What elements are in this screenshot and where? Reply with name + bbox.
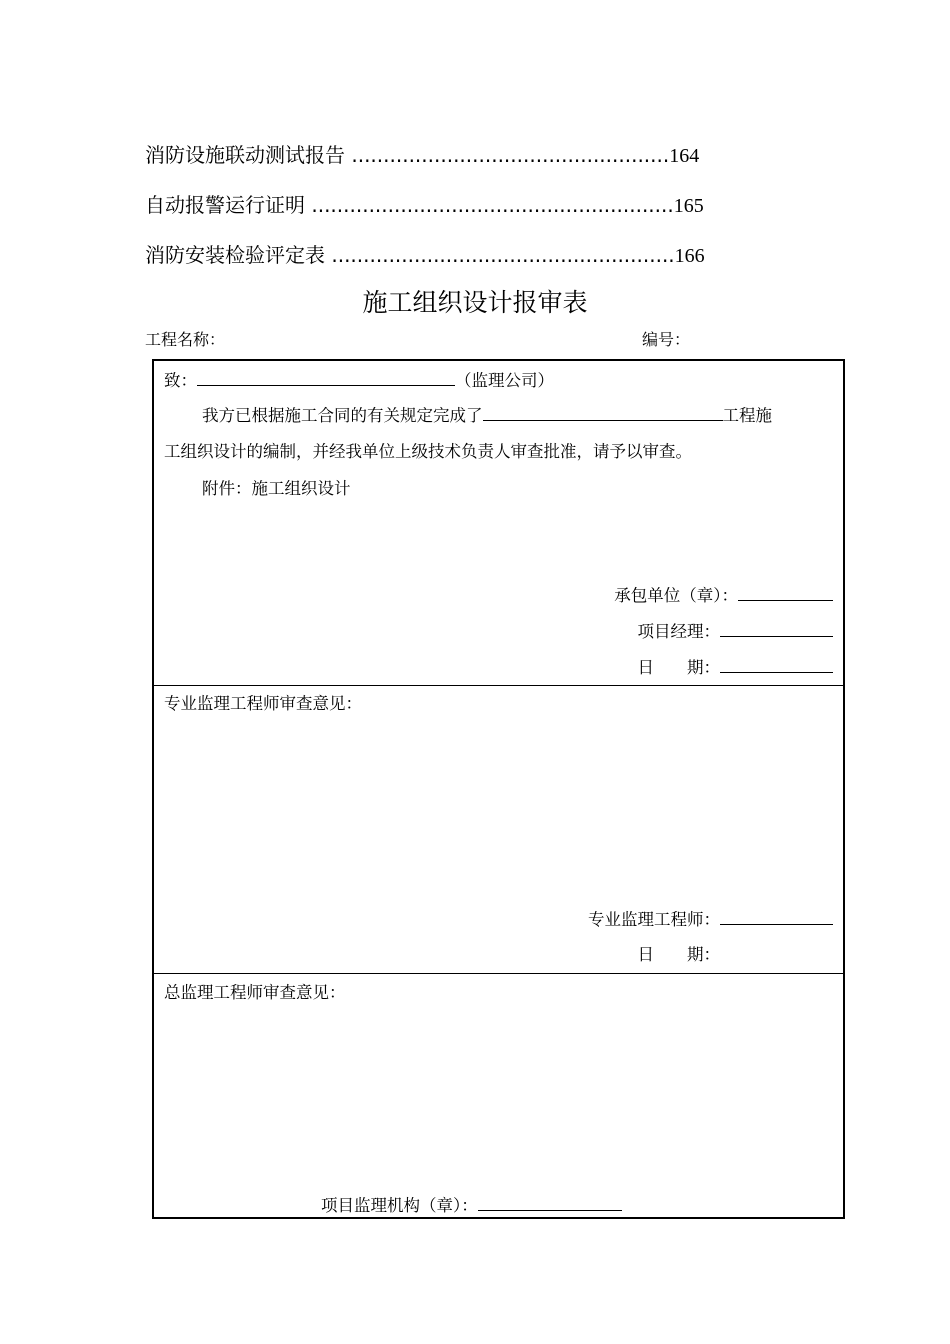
- divider: [154, 973, 843, 974]
- contractor-label: 承包单位（章）：: [614, 586, 738, 605]
- to-label: 致：: [164, 371, 197, 390]
- manager-sign-line: [638, 618, 834, 642]
- body-line-1: [202, 402, 772, 426]
- to-suffix: （监理公司）: [455, 371, 554, 390]
- toc-entry-dots: ......................................................: [325, 243, 675, 267]
- toc-entry: [145, 239, 705, 268]
- org-label: 项目监理机构（章）：: [321, 1196, 478, 1215]
- date-label: 日 期：: [637, 658, 720, 677]
- project-blank[interactable]: [483, 404, 723, 421]
- form-title: 施工组织设计报审表: [362, 288, 588, 317]
- engineer-label: 专业监理工程师：: [588, 910, 720, 929]
- engineer-opinion-heading: 专业监理工程师审查意见：: [164, 694, 362, 713]
- body-prefix: 我方已根据施工合同的有关规定完成了: [202, 406, 483, 425]
- manager-label: 项目经理：: [637, 622, 720, 641]
- addressee-blank[interactable]: [197, 369, 455, 386]
- org-blank[interactable]: [478, 1194, 622, 1211]
- divider: [154, 685, 843, 686]
- org-sign-line: [321, 1192, 622, 1216]
- contractor-blank[interactable]: [738, 584, 833, 601]
- toc-entry: [145, 139, 699, 168]
- approval-form: [152, 359, 845, 1219]
- engineer-date-line: [638, 941, 834, 965]
- chief-opinion-heading: 总监理工程师审查意见：: [164, 983, 346, 1002]
- toc-entry-page: 165: [673, 195, 704, 217]
- number-label: 编号：: [642, 330, 691, 349]
- contractor-sign-line: [614, 582, 833, 606]
- toc-entry-title: 自动报警运行证明: [145, 193, 305, 217]
- attachment-line: 附件：施工组织设计: [202, 479, 351, 498]
- project-name-label: 工程名称：: [145, 330, 226, 349]
- toc-entry-dots: ..................................................: [345, 143, 670, 167]
- addressee-line: [164, 367, 554, 391]
- toc-entry-dots: .........................................................: [305, 193, 674, 217]
- manager-blank[interactable]: [720, 620, 833, 637]
- engineer-sign-line: [588, 906, 833, 930]
- toc-entry: [145, 189, 704, 218]
- body-suffix: 工程施: [722, 406, 772, 425]
- toc-entry-title: 消防安装检验评定表: [145, 243, 325, 267]
- toc-entry-page: 164: [669, 145, 700, 167]
- toc-entry-title: 消防设施联动测试报告: [145, 143, 345, 167]
- date-sign-line: [638, 654, 834, 678]
- toc-entry-page: 166: [674, 245, 705, 267]
- engineer-blank[interactable]: [720, 908, 833, 925]
- body-line-2: 工组织设计的编制，并经我单位上级技术负责人审查批准，请予以审查。: [164, 442, 692, 461]
- date-blank[interactable]: [720, 656, 833, 673]
- engineer-date-label: 日 期：: [637, 945, 720, 964]
